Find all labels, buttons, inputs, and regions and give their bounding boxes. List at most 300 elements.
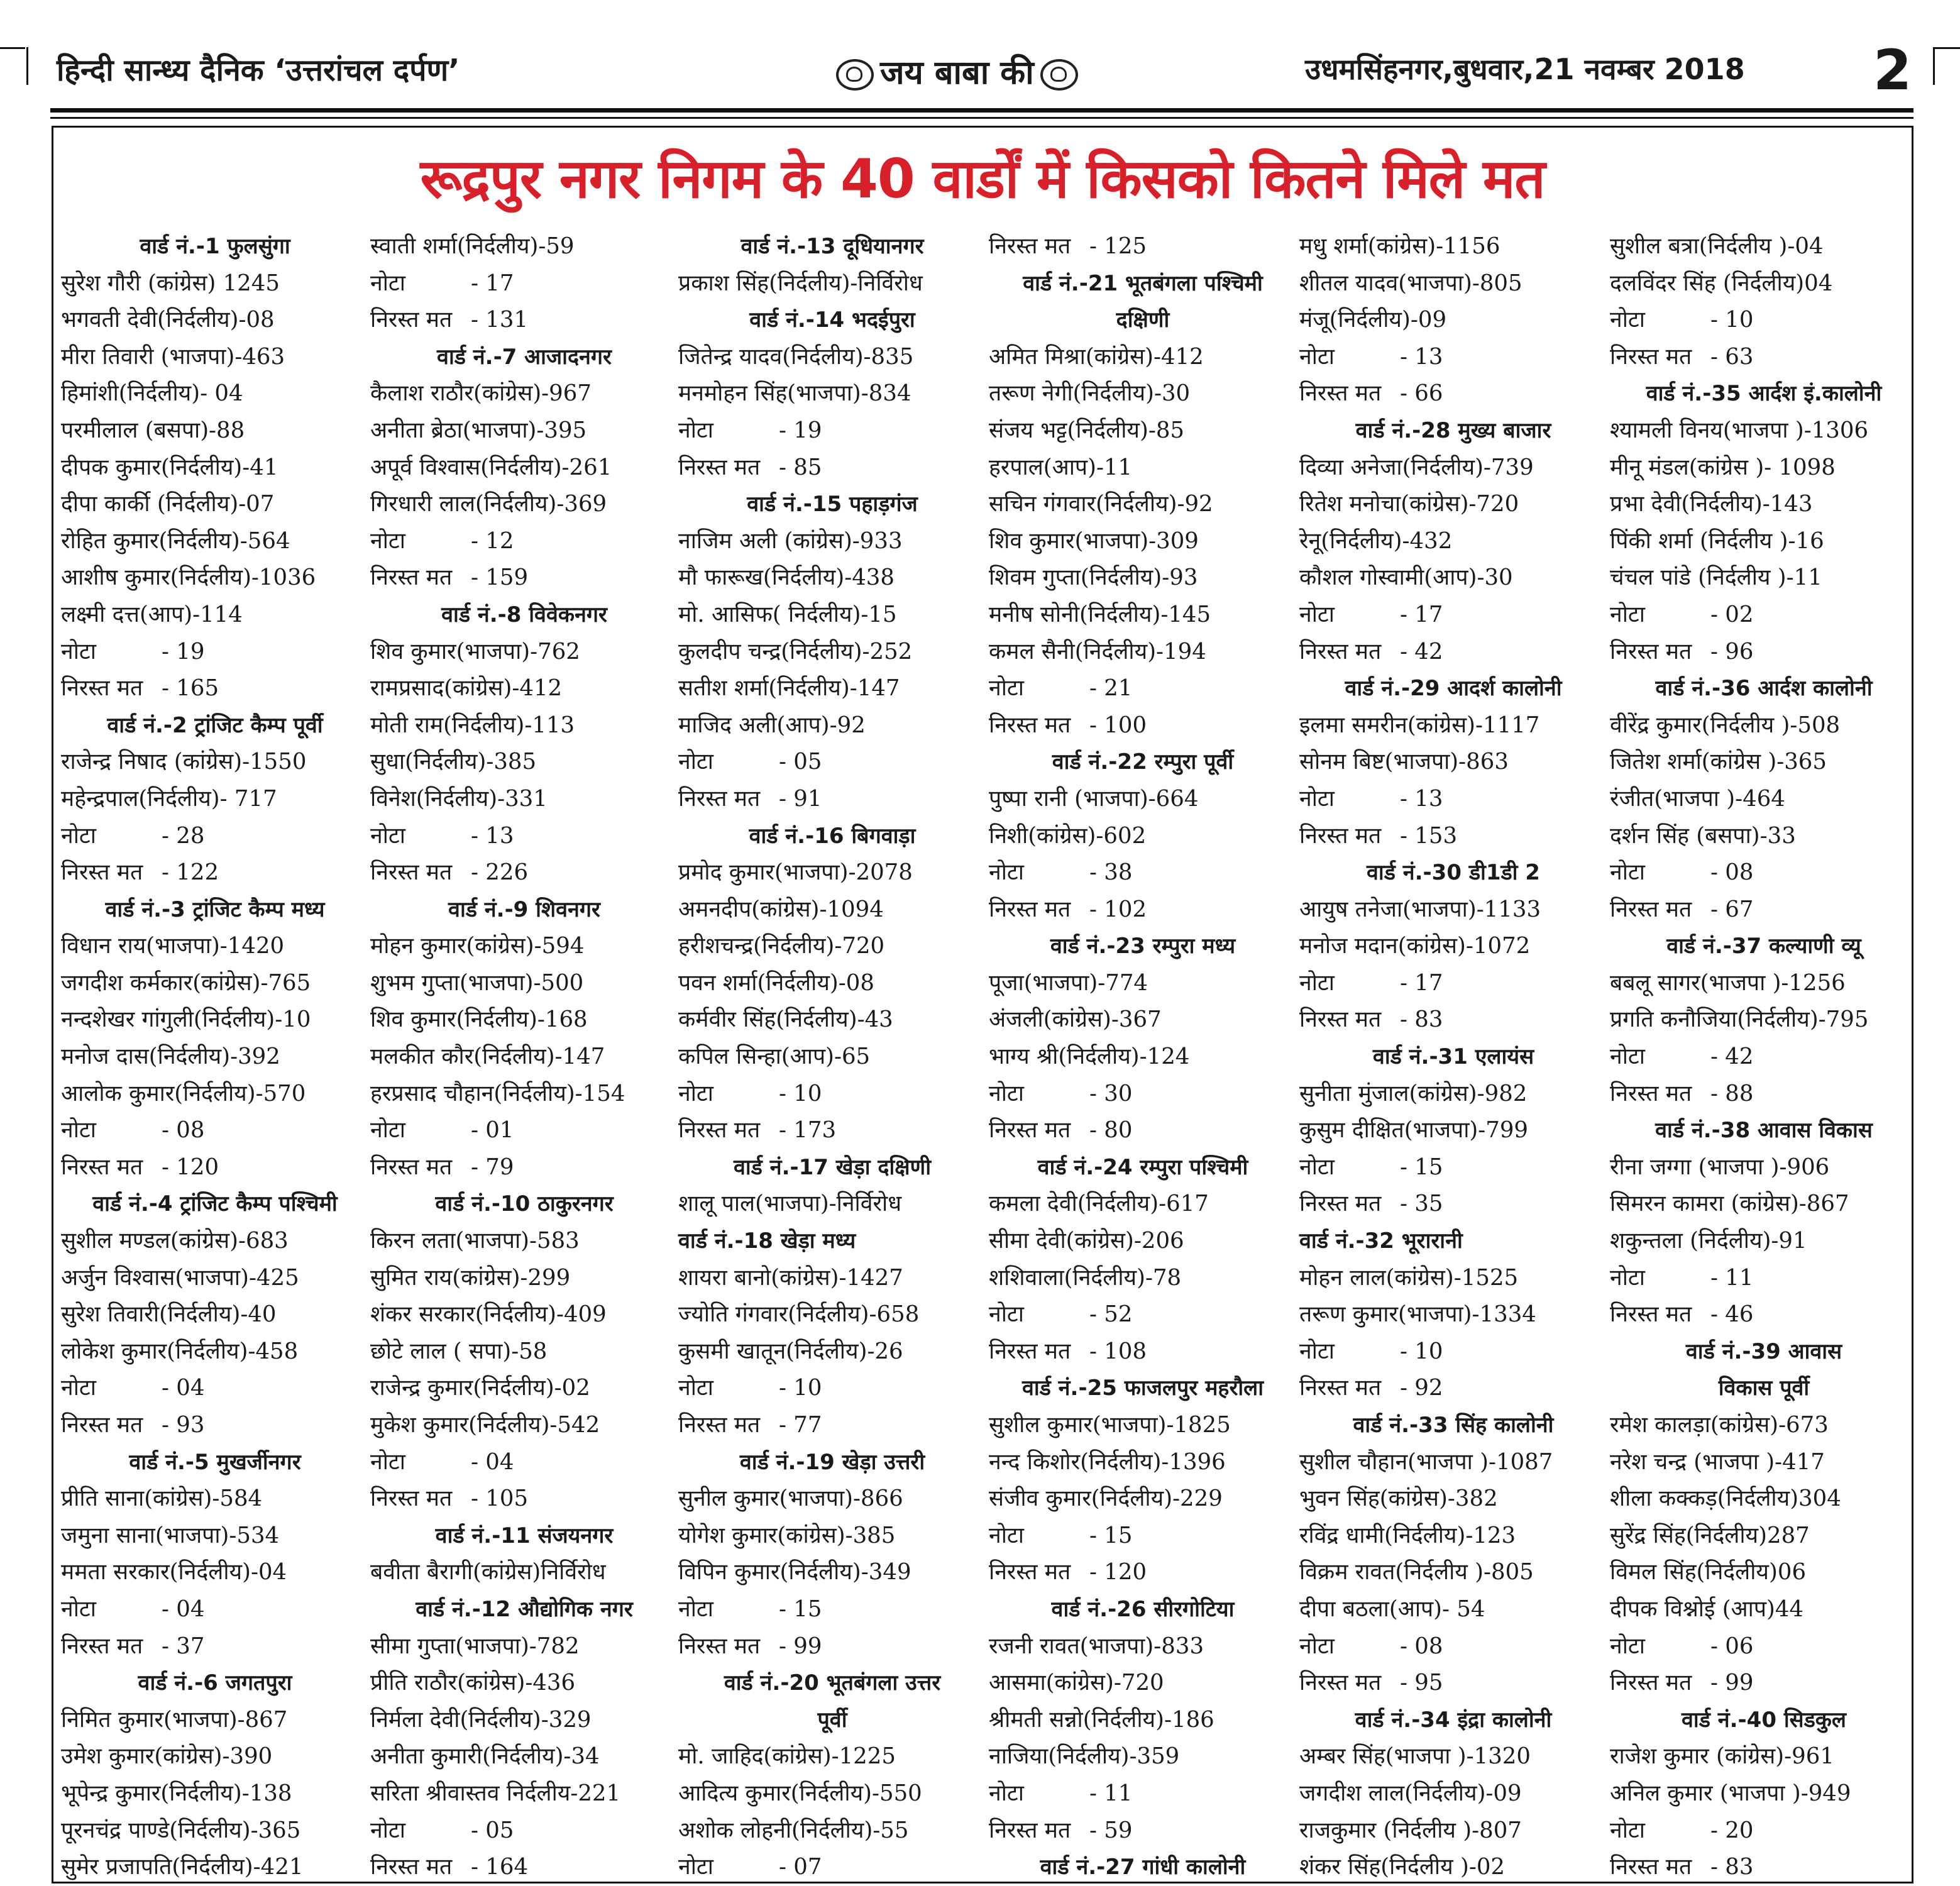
ward-heading: वार्ड नं.-8 विवेकनगर — [441, 602, 607, 627]
candidate-line: रजनी रावत(भाजपा)-833 — [989, 1633, 1204, 1659]
tally-line — [989, 891, 1297, 929]
tally-line — [678, 449, 986, 487]
ward-heading: वार्ड नं.-22 रम्पुरा पूर्वी — [1052, 749, 1234, 775]
candidate-line: रविंद्र धामी(निर्दलीय)-123 — [1299, 1522, 1516, 1548]
tally-line — [1610, 1812, 1918, 1850]
tally-label: नोटा — [1610, 1044, 1645, 1070]
tally-line — [989, 228, 1297, 265]
tally-label: निरस्त मत — [370, 565, 453, 591]
tally-value: - 59 — [1089, 1817, 1133, 1843]
candidate-line: पवन शर्मा(निर्दलीय)-08 — [678, 969, 874, 996]
tally-value: - 05 — [471, 1817, 514, 1843]
column-6 — [1610, 228, 1918, 1886]
tally-value: - 63 — [1710, 343, 1754, 370]
candidate-line: आलोक कुमार(निर्दलीय)-570 — [61, 1080, 306, 1106]
candidate-line: तरूण कुमार(भाजपा)-1334 — [1299, 1301, 1536, 1328]
tally-line — [370, 854, 678, 891]
candidate-line: गिरधारी लाल(निर्दलीय)-369 — [370, 491, 607, 517]
candidate-line: संजीव कुमार(निर्दलीय)-229 — [989, 1486, 1223, 1512]
candidate-line: स्वाती शर्मा(निर्दलीय)-59 — [370, 233, 575, 259]
tally-value: - 153 — [1400, 822, 1458, 849]
candidate-line: अनीता ब्रेठा(भाजपा)-395 — [370, 417, 587, 443]
candidate-line: सुरेश गौरी (कांग्रेस) 1245 — [61, 270, 280, 296]
ward-heading: वार्ड नं.-10 ठाकुरनगर — [435, 1191, 614, 1217]
candidate-line: राजकुमार (निर्दलीय )-807 — [1299, 1817, 1522, 1843]
ward-heading: वार्ड नं.-33 सिंह कालोनी — [1353, 1413, 1554, 1438]
tally-value: - 10 — [1710, 307, 1754, 333]
tally-value: - 83 — [1710, 1854, 1754, 1880]
tally-label: निरस्त मत — [989, 233, 1071, 259]
ward-heading: वार्ड नं.-23 रम्पुरा मध्य — [1050, 934, 1236, 959]
tally-line — [989, 1333, 1297, 1370]
tally-value: - 95 — [1400, 1670, 1443, 1696]
candidate-line: दलविंदर सिंह (निर्दलीय)04 — [1610, 270, 1833, 296]
tally-label: निरस्त मत — [61, 1412, 143, 1438]
tally-label: नोटा — [1610, 1264, 1645, 1291]
ward-heading: वार्ड नं.-35 आर्दश इं.कालोनी — [1646, 381, 1882, 407]
candidate-line: ज्योति गंगवार(निर्दलीय)-658 — [678, 1301, 920, 1328]
tally-label: निरस्त मत — [989, 1559, 1071, 1585]
tally-line — [1299, 1370, 1607, 1407]
tally-line — [678, 1112, 986, 1149]
tally-label: निरस्त मत — [1299, 638, 1382, 665]
ward-heading: वार्ड नं.-37 कल्याणी व्यू — [1666, 934, 1861, 959]
tally-label: नोटा — [61, 822, 96, 849]
tally-value: - 38 — [1089, 859, 1133, 886]
candidate-line: दर्शन सिंह (बसपा)-33 — [1610, 822, 1796, 849]
candidate-line: विक्रम रावत(निर्दलीय )-805 — [1299, 1559, 1534, 1585]
column-4 — [989, 228, 1297, 1886]
ward-heading: वार्ड नं.-11 संजयनगर — [435, 1523, 614, 1548]
tally-label: नोटा — [678, 1596, 713, 1622]
tally-line — [1299, 1665, 1607, 1702]
ward-heading: वार्ड नं.-24 रम्पुरा पश्चिमी — [1037, 1154, 1248, 1180]
candidate-line: जितेश शर्मा(कांग्रेस )-365 — [1610, 749, 1827, 775]
tally-line — [1299, 375, 1607, 412]
tally-line — [61, 670, 369, 707]
tally-line — [370, 302, 678, 339]
tally-line — [370, 818, 678, 855]
tally-label: नोटा — [1299, 785, 1335, 812]
tally-label: नोटा — [678, 1854, 713, 1880]
tally-value: - 100 — [1089, 712, 1147, 738]
tally-line — [1299, 1149, 1607, 1186]
tally-label: नोटा — [61, 1117, 96, 1144]
candidate-line: दीपा कार्की (निर्दलीय)-07 — [61, 491, 275, 517]
ward-heading: वार्ड नं.-7 आजादनगर — [437, 344, 612, 370]
tally-label: नोटा — [678, 1080, 713, 1106]
masthead-rule-thin — [50, 117, 1913, 119]
tally-label: नोटा — [1299, 601, 1335, 627]
tally-value: - 08 — [1400, 1633, 1443, 1659]
candidate-line: दिव्या अनेजा(निर्दलीय)-739 — [1299, 454, 1534, 480]
candidate-line: कौशल गोस्वामी(आप)-30 — [1299, 565, 1513, 591]
candidate-line: मलकीत कौर(निर्दलीय)-147 — [370, 1044, 605, 1070]
tally-label: निरस्त मत — [1610, 1670, 1692, 1696]
tally-line — [1299, 1001, 1607, 1039]
ward-heading: वार्ड नं.-19 खेड़ा उत्तरी — [739, 1449, 925, 1475]
candidate-line: कपिल सिन्हा(आप)-65 — [678, 1044, 871, 1070]
tally-line — [370, 1812, 678, 1850]
candidate-line: अपूर्व विश्वास(निर्दलीय)-261 — [370, 454, 612, 480]
candidate-line: राजेश कुमार (कांग्रेस)-961 — [1610, 1743, 1834, 1770]
tally-label: नोटा — [678, 417, 713, 443]
candidate-line: पुष्पा रानी (भाजपा)-664 — [989, 785, 1199, 812]
candidate-line: शंकर सिंह(निर्दलीय )-02 — [1299, 1854, 1506, 1880]
tally-value: - 99 — [779, 1633, 822, 1659]
tally-line — [370, 523, 678, 560]
candidate-line: मुकेश कुमार(निर्दलीय)-542 — [370, 1412, 600, 1438]
tally-label: निरस्त मत — [989, 712, 1071, 738]
tally-line — [989, 1554, 1297, 1591]
tally-label: नोटा — [370, 1117, 405, 1144]
crop-mark-top-left — [0, 47, 25, 49]
tally-value: - 37 — [162, 1633, 205, 1659]
ward-heading: वार्ड नं.-36 आर्दश कालोनी — [1655, 676, 1873, 702]
candidate-line: मीरा तिवारी (भाजपा)-463 — [61, 343, 285, 370]
tally-label: निरस्त मत — [678, 454, 761, 480]
tally-label: नोटा — [61, 1596, 96, 1622]
candidate-line: लोकेश कुमार(निर्दलीय)-458 — [61, 1338, 299, 1364]
tally-value: - 05 — [779, 749, 822, 775]
tally-label: नोटा — [989, 859, 1024, 886]
tally-value: - 30 — [1089, 1080, 1133, 1106]
candidate-line: विपिन कुमार(निर्दलीय)-349 — [678, 1559, 911, 1585]
motto — [830, 49, 1084, 94]
tally-label: निरस्त मत — [370, 1486, 453, 1512]
candidate-line: सीमा देवी(कांग्रेस)-206 — [989, 1228, 1184, 1254]
tally-line — [989, 854, 1297, 891]
tally-line — [370, 1149, 678, 1186]
candidate-line: सीमा गुप्ता(भाजपा)-782 — [370, 1633, 580, 1659]
ward-heading: वार्ड नं.-4 ट्रांजिट कैम्प पश्चिमी — [92, 1191, 338, 1217]
tally-label: निरस्त मत — [61, 1154, 143, 1180]
tally-line — [61, 1628, 369, 1665]
candidate-line: सुनील कुमार(भाजपा)-866 — [678, 1486, 903, 1512]
candidate-line: सिमरन कामरा (कांग्रेस)-867 — [1610, 1191, 1849, 1217]
tally-value: - 165 — [162, 675, 219, 702]
candidate-line: मंजू(निर्दलीय)-09 — [1299, 307, 1447, 333]
tally-label: निरस्त मत — [61, 1633, 143, 1659]
tally-label: निरस्त मत — [1299, 1670, 1382, 1696]
candidate-line: विमल सिंह(निर्दलीय)06 — [1610, 1559, 1807, 1585]
candidate-line: परमीलाल (बसपा)-88 — [61, 417, 245, 443]
candidate-line: विधान राय(भाजपा)-1420 — [61, 933, 285, 959]
candidate-line: सोनम बिष्ट(भाजपा)-863 — [1299, 749, 1509, 775]
results-columns — [61, 228, 1909, 1882]
candidate-line: सुनीता मुंजाल(कांग्रेस)-982 — [1299, 1080, 1528, 1106]
tally-line — [1299, 1333, 1607, 1370]
tally-label: निरस्त मत — [1299, 822, 1382, 849]
tally-value: - 13 — [1400, 343, 1443, 370]
tally-value: - 164 — [471, 1854, 529, 1880]
tally-line — [989, 1296, 1297, 1333]
tally-label: निरस्त मत — [1610, 638, 1692, 665]
candidate-line: किरन लता(भाजपा)-583 — [370, 1228, 580, 1254]
tally-line — [61, 1407, 369, 1444]
tally-value: - 11 — [1710, 1264, 1754, 1291]
tally-value: - 17 — [471, 270, 514, 296]
tally-label: निरस्त मत — [989, 1117, 1071, 1144]
tally-line — [370, 1444, 678, 1481]
tally-value: - 173 — [779, 1117, 837, 1144]
ward-heading: वार्ड नं.-16 बिगवाड़ा — [749, 823, 916, 849]
tally-label: नोटा — [989, 1780, 1024, 1806]
candidate-line: इलमा समरीन(कांग्रेस)-1117 — [1299, 712, 1540, 738]
candidate-line: भूपेन्द्र कुमार(निर्दलीय)-138 — [61, 1780, 292, 1806]
candidate-line: आयुष तनेजा(भाजपा)-1133 — [1299, 896, 1541, 922]
tally-line — [989, 1518, 1297, 1555]
tally-label: निरस्त मत — [1610, 343, 1692, 370]
tally-line — [678, 1076, 986, 1113]
tally-value: - 04 — [162, 1375, 205, 1401]
tally-value: - 79 — [471, 1154, 514, 1180]
ward-heading: वार्ड नं.-30 डी1डी 2 — [1367, 860, 1540, 886]
candidate-line: प्रीति साना(कांग्रेस)-584 — [61, 1486, 263, 1512]
candidate-line: शिव कुमार(निर्दलीय)-168 — [370, 1006, 588, 1033]
tally-label: नोटा — [989, 1080, 1024, 1106]
candidate-line: निर्मला देवी(निर्दलीय)-329 — [370, 1706, 592, 1733]
candidate-line: हरपाल(आप)-11 — [989, 454, 1133, 480]
tally-label: निरस्त मत — [61, 675, 143, 702]
tally-label: निरस्त मत — [678, 1117, 761, 1144]
candidate-line: नन्दशेखर गांगुली(निर्दलीय)-10 — [61, 1006, 311, 1033]
candidate-line: कमल सैनी(निर्दलीय)-194 — [989, 638, 1206, 665]
tally-label: निरस्त मत — [989, 1338, 1071, 1364]
candidate-line: मौ फारूख(निर्दलीय)-438 — [678, 565, 895, 591]
tally-label: निरस्त मत — [1299, 380, 1382, 407]
tally-value: - 21 — [1089, 675, 1133, 702]
tally-line — [370, 560, 678, 597]
candidate-line: सुशील मण्डल(कांग्रेस)-683 — [61, 1228, 289, 1254]
candidate-line: आदित्य कुमार(निर्दलीय)-550 — [678, 1780, 922, 1806]
candidate-line: नाजिम अली (कांग्रेस)-933 — [678, 527, 903, 554]
tally-line — [1299, 818, 1607, 855]
tally-label: नोटा — [370, 527, 405, 554]
tally-label: नोटा — [1610, 601, 1645, 627]
candidate-line: जगदीश कर्मकार(कांग्रेस)-765 — [61, 969, 311, 996]
tally-line — [678, 1628, 986, 1665]
tally-value: - 28 — [162, 822, 205, 849]
tally-label: निरस्त मत — [678, 785, 761, 812]
tally-value: - 04 — [162, 1596, 205, 1622]
tally-value: - 46 — [1710, 1301, 1754, 1328]
tally-label: नोटा — [989, 1301, 1024, 1328]
tally-value: - 11 — [1089, 1780, 1133, 1806]
tally-label: नोटा — [370, 1448, 405, 1475]
crop-mark-top-right — [1935, 47, 1960, 49]
tally-value: - 159 — [471, 565, 529, 591]
tally-value: - 01 — [471, 1117, 514, 1144]
candidate-line: रंजीत(भाजपा )-464 — [1610, 785, 1785, 812]
candidate-line: निमित कुमार(भाजपा)-867 — [61, 1706, 288, 1733]
candidate-line: चंचल पांडे (निर्दलीय )-11 — [1610, 565, 1822, 591]
tally-value: - 102 — [1089, 896, 1147, 922]
candidate-line: कुसमी खातून(निर्दलीय)-26 — [678, 1338, 903, 1364]
candidate-line: जगदीश लाल(निर्दलीय)-09 — [1299, 1780, 1522, 1806]
ward-heading: वार्ड नं.-31 एलायंस — [1372, 1044, 1534, 1070]
candidate-line: शिव कुमार(भाजपा)-309 — [989, 527, 1199, 554]
tally-line — [1610, 1039, 1918, 1076]
ward-heading: वार्ड नं.-39 आवास — [1685, 1338, 1842, 1364]
candidate-line: प्रकाश सिंह(निर्दलीय)-निर्विरोध — [678, 270, 923, 296]
candidate-line: अंजली(कांग्रेस)-367 — [989, 1006, 1162, 1033]
ward-heading: वार्ड नं.-9 शिवनगर — [448, 896, 600, 922]
tally-value: - 15 — [1400, 1154, 1443, 1180]
tally-line — [61, 818, 369, 855]
tally-line — [678, 1370, 986, 1407]
ward-heading: वार्ड नं.-28 मुख्य बाजार — [1355, 417, 1551, 443]
tally-label: नोटा — [370, 270, 405, 296]
tally-line — [1299, 597, 1607, 634]
candidate-line: जितेन्द्र यादव(निर्दलीय)-835 — [678, 343, 914, 370]
tally-line — [1299, 339, 1607, 376]
candidate-line: मनमोहन सिंह(भाजपा)-834 — [678, 380, 911, 407]
candidate-line: कुसुम दीक्षित(भाजपा)-799 — [1299, 1117, 1529, 1144]
candidate-line: शुभम गुप्ता(भाजपा)-500 — [370, 969, 584, 996]
tally-line — [1610, 1665, 1918, 1702]
ward-heading: वार्ड नं.-20 भूतबंगला उत्तर — [724, 1670, 941, 1696]
tally-value: - 85 — [779, 454, 822, 480]
article-frame — [52, 126, 1913, 1883]
candidate-line: सतीश शर्मा(निर्दलीय)-147 — [678, 675, 900, 702]
tally-value: - 83 — [1400, 1006, 1443, 1033]
tally-line — [370, 1849, 678, 1886]
candidate-line: सुमेर प्रजापति(निर्दलीय)-421 — [61, 1854, 304, 1880]
tally-line — [1610, 1296, 1918, 1333]
candidate-line: माजिद अली(आप)-92 — [678, 712, 866, 738]
candidate-line: सुशील कुमार(भाजपा)-1825 — [989, 1412, 1231, 1438]
candidate-line: हिमांशी(निर्दलीय)- 04 — [61, 380, 243, 407]
candidate-line: राजेन्द्र कुमार(निर्दलीय)-02 — [370, 1375, 590, 1401]
tally-label: निरस्त मत — [370, 1154, 453, 1180]
om-ornament-icon — [1040, 59, 1078, 91]
tally-value: - 42 — [1710, 1044, 1754, 1070]
tally-label: निरस्त मत — [989, 896, 1071, 922]
candidate-line: नन्द किशोर(निर्दलीय)-1396 — [989, 1448, 1226, 1475]
ward-heading: वार्ड नं.-14 भदईपुरा — [749, 307, 915, 333]
tally-line — [1610, 634, 1918, 671]
candidate-line: मो. जाहिद(कांग्रेस)-1225 — [678, 1743, 896, 1770]
tally-label: नोटा — [989, 675, 1024, 702]
ward-heading: वार्ड नं.-6 जगतपुरा — [138, 1670, 292, 1696]
candidate-line: श्रीमती सन्नो(निर्दलीय)-186 — [989, 1706, 1214, 1733]
ward-heading: वार्ड नं.-21 भूतबंगला पश्चिमी — [1023, 270, 1263, 296]
tally-value: - 10 — [1400, 1338, 1443, 1364]
candidate-line: प्रीति राठौर(कांग्रेस)-436 — [370, 1670, 576, 1696]
tally-value: - 12 — [471, 527, 514, 554]
candidate-line: रमेश कालड़ा(कांग्रेस)-673 — [1610, 1412, 1829, 1438]
tally-line — [989, 1112, 1297, 1149]
tally-line — [61, 634, 369, 671]
tally-value: - 08 — [162, 1117, 205, 1144]
candidate-line: कैलाश राठौर(कांग्रेस)-967 — [370, 380, 592, 407]
tally-value: - 04 — [471, 1448, 514, 1475]
candidate-line: श्यामली विनय(भाजपा )-1306 — [1610, 417, 1869, 443]
tally-label: नोटा — [1610, 1817, 1645, 1843]
tally-line — [61, 1370, 369, 1407]
ward-heading: विकास पूर्वी — [1718, 1376, 1810, 1401]
candidate-line: राजेन्द्र निषाद (कांग्रेस)-1550 — [61, 749, 307, 775]
candidate-line: नरेश चन्द्र (भाजपा )-417 — [1610, 1448, 1825, 1475]
candidate-line: शीला कक्कड़(निर्दलीय)304 — [1610, 1486, 1841, 1512]
candidate-line: शायरा बानो(कांग्रेस)-1427 — [678, 1264, 903, 1291]
candidate-line: मीनू मंडल(कांग्रेस )- 1098 — [1610, 454, 1836, 480]
tally-value: - 226 — [471, 859, 529, 886]
tally-line — [678, 781, 986, 818]
tally-line — [678, 1849, 986, 1886]
candidate-line: मो. आसिफ( निर्दलीय)-15 — [678, 601, 897, 627]
ward-heading: वार्ड नं.-25 फाजलपुर महरौला — [1021, 1376, 1264, 1401]
tally-line — [1610, 1628, 1918, 1665]
tally-line — [370, 1112, 678, 1149]
tally-label: निरस्त मत — [678, 1412, 761, 1438]
candidate-line: आशीष कुमार(निर्दलीय)-1036 — [61, 565, 316, 591]
tally-value: - 15 — [779, 1596, 822, 1622]
tally-label: निरस्त मत — [989, 1817, 1071, 1843]
tally-value: - 19 — [162, 638, 205, 665]
candidate-line: शिव कुमार(भाजपा)-762 — [370, 638, 580, 665]
tally-line — [1610, 339, 1918, 376]
tally-label: निरस्त मत — [370, 859, 453, 886]
ward-heading: वार्ड नं.-1 फुलसुंगा — [140, 234, 290, 259]
candidate-line: पूजा(भाजपा)-774 — [989, 969, 1148, 996]
tally-value: - 91 — [779, 785, 822, 812]
ward-heading: वार्ड नं.-3 ट्रांजिट कैम्प मध्य — [105, 896, 325, 922]
candidate-line: अनिल कुमार (भाजपा )-949 — [1610, 1780, 1851, 1806]
tally-value: - 105 — [471, 1486, 529, 1512]
page-number: 2 — [1873, 38, 1912, 102]
column-5 — [1299, 228, 1607, 1886]
candidate-line: प्रमोद कुमार(भाजपा)-2078 — [678, 859, 913, 886]
tally-label: नोटा — [1610, 859, 1645, 886]
candidate-line: अम्बर सिंह(भाजपा )-1320 — [1299, 1743, 1531, 1770]
tally-line — [61, 1591, 369, 1628]
candidate-line: कर्मवीर सिंह(निर्दलीय)-43 — [678, 1006, 893, 1033]
tally-line — [370, 1481, 678, 1518]
tally-line — [1610, 597, 1918, 634]
candidate-line: शालू पाल(भाजपा)-निर्विरोध — [678, 1191, 902, 1217]
tally-value: - 13 — [1400, 785, 1443, 812]
tally-label: नोटा — [678, 749, 713, 775]
tally-value: - 10 — [779, 1080, 822, 1106]
tally-value: - 15 — [1089, 1522, 1133, 1548]
candidate-line: कमला देवी(निर्दलीय)-617 — [989, 1191, 1209, 1217]
candidate-line: अनीता कुमारी(निर्दलीय)-34 — [370, 1743, 600, 1770]
candidate-line: ममता सरकार(निर्दलीय)-04 — [61, 1559, 287, 1585]
ward-heading: वार्ड नं.-32 भूरारानी — [1299, 1228, 1463, 1254]
ward-heading: वार्ड नं.-34 इंद्रा कालोनी — [1355, 1707, 1552, 1733]
om-ornament-icon — [836, 59, 874, 91]
candidate-line: विनेश(निर्दलीय)-331 — [370, 785, 548, 812]
tally-label: नोटा — [61, 1375, 96, 1401]
candidate-line: शिवम गुप्ता(निर्दलीय)-93 — [989, 565, 1198, 591]
column-2 — [370, 228, 678, 1886]
tally-value: - 19 — [779, 417, 822, 443]
tally-line — [989, 1076, 1297, 1113]
ward-heading: वार्ड नं.-18 खेड़ा मध्य — [678, 1228, 856, 1254]
candidate-line: रेनू(निर्दलीय)-432 — [1299, 527, 1453, 554]
tally-line — [678, 1407, 986, 1444]
masthead-rule-thick — [50, 108, 1913, 113]
tally-label: निरस्त मत — [1299, 1375, 1382, 1401]
tally-label: निरस्त मत — [61, 859, 143, 886]
candidate-line: मधु शर्मा(कांग्रेस)-1156 — [1299, 233, 1500, 259]
tally-label: नोटा — [1610, 1633, 1645, 1659]
tally-value: - 80 — [1089, 1117, 1133, 1144]
tally-line — [61, 854, 369, 891]
candidate-line: सरिता श्रीवास्तव निर्दलीय-221 — [370, 1780, 621, 1806]
